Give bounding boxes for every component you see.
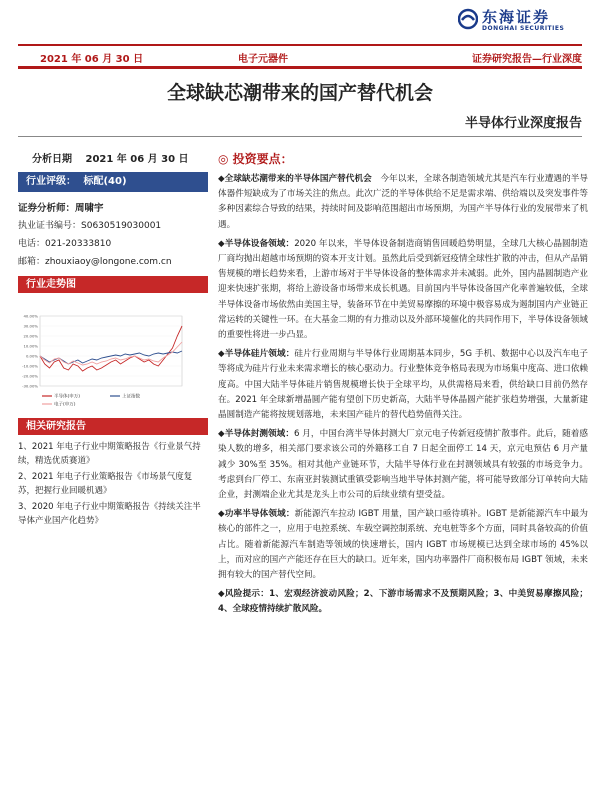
- report-type: 证券研究报告—行业深度: [472, 54, 582, 65]
- key-points-body: [218, 172, 588, 618]
- analyst-name: 周啸宇: [75, 203, 104, 214]
- rating-label: 行业评级：: [26, 176, 76, 187]
- key-point-paragraph: ◆半导体硅片领域：硅片行业周期与半导体行业周期基本同步，5G 手机、数据中心以及汽车电子等将成为硅片行业未来需求增长的核心驱动力。行业整体竞争格局表现为市场集中度高、进口依赖度高。中国大陆半导体硅片销售规模增长快于全球平均，从供需格局来看，供给缺口目前仍然存在。2021 年全球新增晶圆产能有望创下历史新高，大陆半导体晶圆产能扩张趋势增强，大量新建晶圆制造产能将按规划落地，未来国产硅片的替代趋势值得关注。: [218, 349, 588, 421]
- related-report-item[interactable]: 1、2021 年电子行业中期策略报告《行业景气持续，精选优质赛道》: [18, 442, 201, 466]
- y-tick-label: -10.00%: [22, 363, 38, 369]
- key-point-text: 硅片行业周期与半导体行业周期基本同步，5G 手机、数据中心以及汽车电子等将成为硅片行业未来需求增长的核心驱动力。行业整体竞争格局表现为市场集中度高、进口依赖度高。中国大陆半导体硅片销售规模增长快于全球平均，从供需格局来看，供给缺口目前仍然存在。2021 年全球新增晶圆产能有望创下历史新高，大陆半导体晶圆产能扩张趋势增强，大量新建晶圆制造产能将按规划落地，未来国产硅片的替代趋势值得关注。: [218, 349, 588, 421]
- key-point-lead: 半导体硅片领域：: [224, 349, 295, 360]
- analysis-date-label: 分析日期: [32, 154, 72, 165]
- risk-text: 1、宏观经济波动风险；2、下游市场需求不及预期风险；3、中美贸易摩擦风险；4、全球疫情持续扩散风险。: [218, 589, 588, 615]
- industry-trend-chart: [18, 312, 188, 416]
- key-point-lead: 半导体设备领域：: [224, 238, 295, 249]
- logo-text-en: DONGHAI SECURITIES: [482, 25, 565, 32]
- key-point-paragraph: ◆全球缺芯潮带来的半导体国产替代机会 今年以来，全球各制造领域尤其是汽车行业遭遇的半导体器件短缺成为了市场关注的焦点。此次广泛的半导体供给不足是需求端、供给端以及突发事件等多种因素综合导致的结果，持续时间及影响范围超出市场预期，为国产半导体行业的发展带来了机遇。: [218, 174, 588, 230]
- key-point-lead: 半导体封测领域：: [224, 429, 294, 440]
- analysis-date-row: [18, 150, 208, 165]
- plot-area: [40, 316, 182, 386]
- legend-label: 上证指数: [122, 394, 140, 400]
- y-tick-label: 30.00%: [23, 323, 38, 329]
- related-report-item[interactable]: 3、2020 年电子行业中期策略报告《持续关注半导体产业国产化趋势》: [18, 502, 201, 526]
- key-point-lead: 功率半导体领域：: [224, 509, 295, 520]
- email-address: 邮箱：zhouxiaoy@longone.com.cn: [18, 257, 172, 267]
- key-points-heading: [218, 150, 588, 167]
- y-tick-label: -20.00%: [22, 373, 38, 379]
- key-point-paragraph: ◆半导体封测领域：6 月，中国台湾半导体封测大厂京元电子传新冠疫情扩散事件。此后，随着感染人数的增多，相关部门要求该公司的外籍移工自 7 日起全面停工 14 天，京元电预估 6 月产量减少 30%至 35%。相对其他产业链环节，大陆半导体行业在封测领域具有较强的市场竞争力。考虑到台厂停工、东南亚封装测试重镇受影响当地半导体封测产能，将可能导致部分订单转向大陆企业，封测端企业尤其是龙头上市公司的后续业绩有望受益。: [218, 429, 589, 501]
- key-points-title: 投资要点：: [232, 152, 293, 166]
- page-subtitle: 半导体行业深度报告: [464, 116, 582, 131]
- related-reports-list: [18, 440, 208, 528]
- series-line: [40, 326, 182, 371]
- industry-label: 电子元器件: [238, 54, 288, 65]
- rating-bar: [18, 172, 208, 192]
- logo-text-cn: 东海证券: [482, 8, 551, 26]
- key-point-text: 今年以来，全球各制造领域尤其是汽车行业遭遇的半导体器件短缺成为了市场关注的焦点。此次广泛的半导体供给不足是需求端、供给端以及突发事件等多种因素综合导致的结果，持续时间及影响范围超出市场预期，为国产半导体行业的发展带来了机遇。: [218, 174, 588, 230]
- report-date: 2021 年 06 月 30 日: [40, 54, 144, 65]
- target-icon: ◎: [218, 152, 229, 166]
- analysis-date: 2021 年 06 月 30 日: [85, 154, 189, 165]
- analyst-row: [18, 200, 208, 214]
- key-point-paragraph: ◆功率半导体领域：新能源汽车拉动 IGBT 用量，国产缺口亟待填补。IGBT 是新能源汽车中最为核心的部件之一，应用于电控系统、车载空调控制系统、充电桩等多个方面，同时具备较高的价值占比。随着新能源汽车制造等领域的快速增长，国内 IGBT 市场规模已达到全球市场的 45%以上，而对应的国产产能还存在巨大的缺口。近年来，国内功率器件厂商积极布局 IGBT 领域，未来拥有较大的国产替代空间。: [218, 509, 589, 581]
- y-tick-label: 20.00%: [23, 333, 38, 339]
- key-point-text: 6 月，中国台湾半导体封测大厂京元电子传新冠疫情扩散事件。此后，随着感染人数的增多，相关部门要求该公司的外籍移工自 7 日起全面停工 14 天，京元电预估 6 月产量减少 30%至 35%。相对其他产业链环节，大陆半导体行业在封测领域具有较强的市场竞争力。考虑到台厂停工、东南亚封装测试重镇受影响当地半导体封测产能，将可能导致部分订单转向大陆企业，封测端企业尤其是龙头上市公司的后续业绩有望受益。: [218, 429, 589, 501]
- trend-chart-svg: [18, 312, 188, 416]
- company-logo: [458, 6, 588, 36]
- logo-mark-icon: [458, 8, 478, 30]
- related-reports-title: 相关研究报告: [18, 418, 208, 435]
- y-tick-label: 10.00%: [23, 343, 38, 349]
- phone-number: 电话：021-20333810: [18, 239, 112, 249]
- header-divider: [18, 44, 582, 46]
- related-report-item[interactable]: 2、2021 年电子行业策略报告《市场景气度复苏，把握行业回暖机遇》: [18, 472, 193, 496]
- header-band: [18, 66, 582, 69]
- risk-paragraph: ◆风险提示：1、宏观经济波动风险；2、下游市场需求不及预期风险；3、中美贸易摩擦风险；4、全球疫情持续扩散风险。: [218, 589, 588, 615]
- y-tick-label: 0.00%: [25, 353, 38, 359]
- y-tick-label: 40.00%: [23, 313, 38, 319]
- key-point-lead: 全球缺芯潮带来的半导体国产替代机会: [224, 174, 372, 184]
- trend-chart-title: 行业走势图: [18, 276, 208, 293]
- key-point-paragraph: ◆半导体设备领域：2020 年以来，半导体设备制造商销售回暖趋势明显，全球几大核心晶圆制造厂商均抛出超越市场预期的资本开支计划。虽然此后受到新冠疫情全球性扩散的冲击，但从产品销售规模的增长趋势来看，上游市场对于半导体设备的整体需求并未减弱。此外，国内晶圆制造产业迎来快速扩张期，将给上游设备市场带来成长机遇。目前国内半导体设备国产化率普遍较低，全球半导体设备市场依然由美国主导，装备环节在中美贸易摩擦的环境中极容易成为遏制国内产业链正常运转的关键性一环。在大基金二期的有力推动以及外部环境催化的共同作用下，半导体设备领域的重要性将进一步凸显。: [218, 238, 588, 341]
- risk-lead: 风险提示：: [224, 589, 270, 600]
- legend-label: 半导体(申万): [54, 394, 81, 400]
- key-point-text: 新能源汽车拉动 IGBT 用量，国产缺口亟待填补。IGBT 是新能源汽车中最为核心的部件之一，应用于电控系统、车载空调控制系统、充电桩等多个方面，同时具备较高的价值占比。随着新能源汽车制造等领域的快速增长，国内 IGBT 市场规模已达到全球市场的 45%以上，而对应的国产产能还存在巨大的缺口。近年来，国内功率器件厂商积极布局 IGBT 领域，未来拥有较大的国产替代空间。: [218, 509, 589, 581]
- key-point-text: 2020 年以来，半导体设备制造商销售回暖趋势明显，全球几大核心晶圆制造厂商均抛出超越市场预期的资本开支计划。虽然此后受到新冠疫情全球性扩散的冲击，但从产品销售规模的增长趋势来看，上游市场对于半导体设备的整体需求并未减弱。此外，国内晶圆制造产业迎来快速扩张期，将给上游设备市场带来成长机遇。目前国内半导体设备国产化率普遍较低，全球半导体设备市场依然由美国主导，装备环节在中美贸易摩擦的环境中极容易成为遏制国内产业链正常运转的关键性一环。在大基金二期的有力推动以及外部环境催化的共同作用下，半导体设备领域的重要性将进一步凸显。: [218, 238, 588, 341]
- analyst-label: 证券分析师：: [18, 203, 76, 214]
- legend-label: 电子(申万): [54, 402, 76, 408]
- license-number: 执业证书编号：S0630519030001: [18, 221, 162, 231]
- y-tick-label: -30.00%: [22, 383, 38, 389]
- title-divider: [18, 136, 582, 137]
- rating-value: 标配(40): [83, 176, 127, 187]
- page-title: 全球缺芯潮带来的国产替代机会: [166, 82, 433, 104]
